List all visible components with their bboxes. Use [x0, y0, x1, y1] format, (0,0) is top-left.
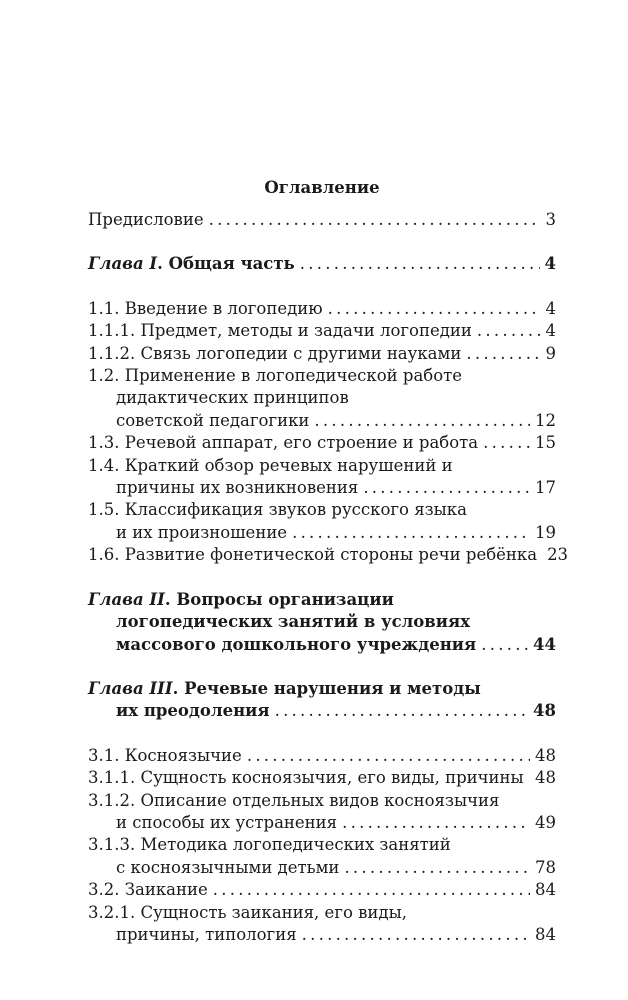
- leader-dots: [247, 745, 530, 767]
- page-number: 4: [545, 321, 556, 341]
- page-number: 12: [535, 410, 556, 430]
- toc-entry[interactable]: [88, 902, 556, 947]
- page-number: 4: [544, 254, 556, 274]
- toc-entry[interactable]: [88, 298, 556, 320]
- entry-text: 1.1.2. Связь логопедии с другими науками: [88, 343, 462, 363]
- leader-dots: [302, 924, 530, 946]
- entry-text: 1.1.1. Предмет, методы и задачи логопедии: [88, 321, 472, 341]
- toc-entry[interactable]: [88, 365, 556, 432]
- chapter-title: массового дошкольного учреждения: [116, 634, 477, 654]
- entry-text: причины, типология: [116, 924, 297, 944]
- leader-dots: [292, 522, 530, 544]
- chapter-label: Глава II: [88, 589, 165, 609]
- entry-text: 3.1.3. Методика логопедических занятий: [88, 835, 451, 855]
- toc-entry-chapter-1[interactable]: [88, 253, 556, 275]
- entry-text: 3.2.1. Сущность заикания, его виды,: [88, 902, 407, 922]
- toc-entry[interactable]: [88, 790, 556, 835]
- entry-text: советской педагогики: [116, 410, 310, 430]
- leader-dots: [344, 857, 530, 879]
- entry-text: Предисловие: [88, 210, 204, 229]
- toc-entry[interactable]: [88, 767, 556, 789]
- page-number: 78: [535, 857, 556, 877]
- page-number: 4: [545, 298, 556, 318]
- entry-text: 1.6. Развитие фонетической стороны речи ребёнка: [88, 545, 538, 565]
- chapter-title: . Вопросы организации: [164, 589, 394, 609]
- entry-text: 1.5. Классификация звуков русского языка: [88, 500, 467, 520]
- toc-entry[interactable]: [88, 499, 556, 544]
- page-number: 48: [535, 768, 556, 788]
- entry-text: 1.3. Речевой аппарат, его строение и работа: [88, 433, 479, 453]
- page-number: 84: [535, 924, 556, 944]
- spacer: [88, 567, 556, 589]
- leader-dots: [342, 812, 530, 834]
- toc-entry[interactable]: [88, 432, 556, 454]
- leader-dots: [477, 320, 541, 342]
- toc-entry[interactable]: [88, 879, 556, 901]
- page-number: 48: [533, 701, 556, 721]
- page-number: 84: [535, 880, 556, 900]
- leader-dots: [529, 767, 530, 789]
- spacer: [88, 231, 556, 253]
- leader-dots: [481, 634, 528, 656]
- page-number: 9: [545, 343, 556, 363]
- page-number: 48: [535, 745, 556, 765]
- leader-dots: [300, 253, 540, 275]
- page-number: 17: [535, 478, 556, 498]
- toc-entry[interactable]: [88, 834, 556, 879]
- entry-text: 3.2. Заикание: [88, 880, 208, 900]
- chapter-label: Глава III: [88, 678, 173, 698]
- chapter-label: Глава I: [88, 254, 158, 274]
- leader-dots: [363, 477, 530, 499]
- leader-dots: [275, 700, 528, 722]
- entry-text: 3.1. Косноязычие: [88, 745, 242, 765]
- spacer: [88, 656, 556, 678]
- entry-text: 1.4. Краткий обзор речевых нарушений и: [88, 455, 453, 475]
- page-number: 15: [535, 433, 556, 453]
- table-of-contents: [88, 209, 569, 946]
- leader-dots: [314, 410, 530, 432]
- entry-text: 1.1. Введение в логопедию: [88, 298, 323, 318]
- page-number: 49: [535, 812, 556, 832]
- entry-text: и их произношение: [116, 522, 288, 542]
- leader-dots: [466, 343, 540, 365]
- chapter-title: . Общая часть: [157, 254, 295, 274]
- leader-dots: [483, 432, 530, 454]
- toc-entry[interactable]: [88, 455, 556, 500]
- page-number: 19: [535, 522, 556, 542]
- toc-entry[interactable]: [88, 343, 556, 365]
- chapter-title: их преодоления: [116, 701, 270, 721]
- entry-text: причины их возникновения: [116, 478, 359, 498]
- page-number: 3: [545, 210, 556, 229]
- entry-text: 3.1.1. Сущность косноязычия, его виды, причины: [88, 768, 524, 788]
- entry-text: с косноязычными детьми: [116, 857, 340, 877]
- toc-entry[interactable]: [88, 320, 556, 342]
- spacer: [88, 723, 556, 745]
- entry-text: 3.1.2. Описание отдельных видов косноязычия: [88, 790, 500, 810]
- toc-entry-chapter-3[interactable]: [88, 678, 556, 723]
- toc-title: Оглавление: [264, 178, 380, 197]
- page-number: 44: [533, 634, 556, 654]
- toc-entry[interactable]: [88, 544, 569, 566]
- entry-text: дидактических принципов: [116, 388, 349, 408]
- entry-text: и способы их устранения: [116, 812, 338, 832]
- leader-dots: [213, 879, 530, 901]
- toc-entry-preface[interactable]: [88, 209, 556, 231]
- leader-dots: [209, 209, 541, 231]
- page-number: 23: [547, 545, 569, 565]
- chapter-title: . Речевые нарушения и методы: [172, 678, 481, 698]
- leader-dots: [328, 298, 541, 320]
- toc-entry-chapter-2[interactable]: [88, 589, 556, 656]
- spacer: [88, 276, 556, 298]
- toc-entry[interactable]: [88, 745, 556, 767]
- entry-text: 1.2. Применение в логопедической работе: [88, 366, 463, 386]
- chapter-title: логопедических занятий в условиях: [116, 612, 471, 632]
